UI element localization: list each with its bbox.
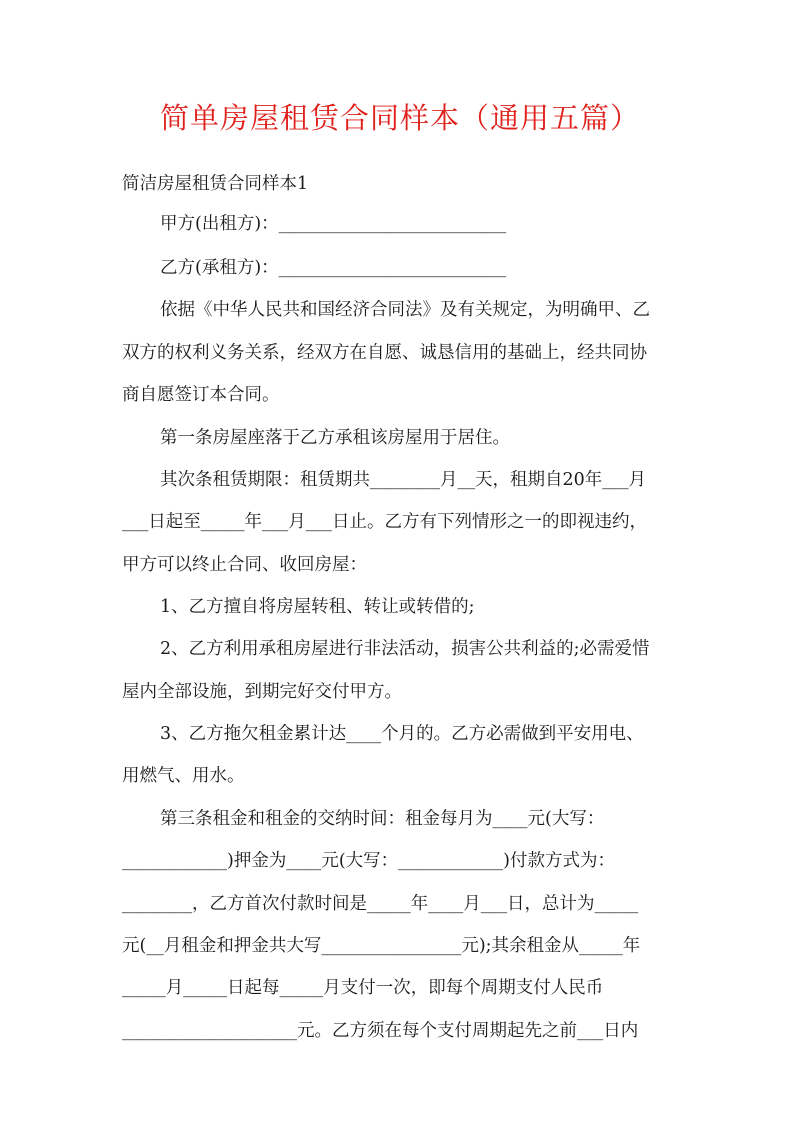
paragraph-line: 双方的权利义务关系，经双方在自愿、诚恳信用的基础上，经共同协 bbox=[122, 343, 647, 363]
party-b-line: 乙方(承租方)：__________________________ bbox=[160, 258, 507, 278]
paragraph-line: ________，乙方首次付款时间是_____年____月___日，总计为_____ bbox=[122, 894, 639, 914]
paragraph-line: 元(__月租金和押金共大写________________元);其余租金从_____年 bbox=[122, 936, 641, 956]
document-title: 简单房屋租赁合同样本（通用五篇） bbox=[159, 101, 640, 135]
paragraph-line: ____________)押金为____元(大写：____________)付款方式为： bbox=[122, 851, 615, 871]
paragraph-line: 商自愿签订本合同。 bbox=[122, 385, 280, 405]
paragraph-line: 第一条房屋座落于乙方承租该房屋用于居住。 bbox=[160, 428, 510, 448]
paragraph-line: 第三条租金和租金的交纳时间：租金每月为____元(大写： bbox=[160, 809, 605, 829]
paragraph-line: 屋内全部设施，到期完好交付甲方。 bbox=[122, 682, 402, 702]
list-item: 1、乙方擅自将房屋转租、转让或转借的; bbox=[160, 597, 475, 617]
paragraph-line: 依据《中华人民共和国经济合同法》及有关规定，为明确甲、乙 bbox=[160, 300, 650, 320]
paragraph-line: ____________________元。乙方须在每个支付周期起先之前___日内 bbox=[122, 1021, 639, 1041]
paragraph-line: 甲方可以终止合同、收回房屋： bbox=[122, 555, 367, 575]
paragraph-line: ___日起至_____年___月___日止。乙方有下列情形之一的即视违约， bbox=[122, 512, 647, 532]
paragraph-line: _____月_____日起每_____月支付一次，即每个周期支付人民币 bbox=[122, 978, 604, 998]
paragraph-line: 其次条租赁期限：租赁期共________月__天，租期自20年___月 bbox=[160, 470, 647, 490]
paragraph-line: 用燃气、用水。 bbox=[122, 766, 245, 786]
list-item: 3、乙方拖欠租金累计达____个月的。乙方必需做到平安用电、 bbox=[160, 724, 644, 744]
section-heading: 简洁房屋租赁合同样本1 bbox=[122, 174, 309, 194]
party-a-line: 甲方(出租方)：__________________________ bbox=[160, 214, 507, 234]
list-item: 2、乙方利用承租房屋进行非法活动，损害公共利益的;必需爱惜 bbox=[160, 639, 650, 659]
